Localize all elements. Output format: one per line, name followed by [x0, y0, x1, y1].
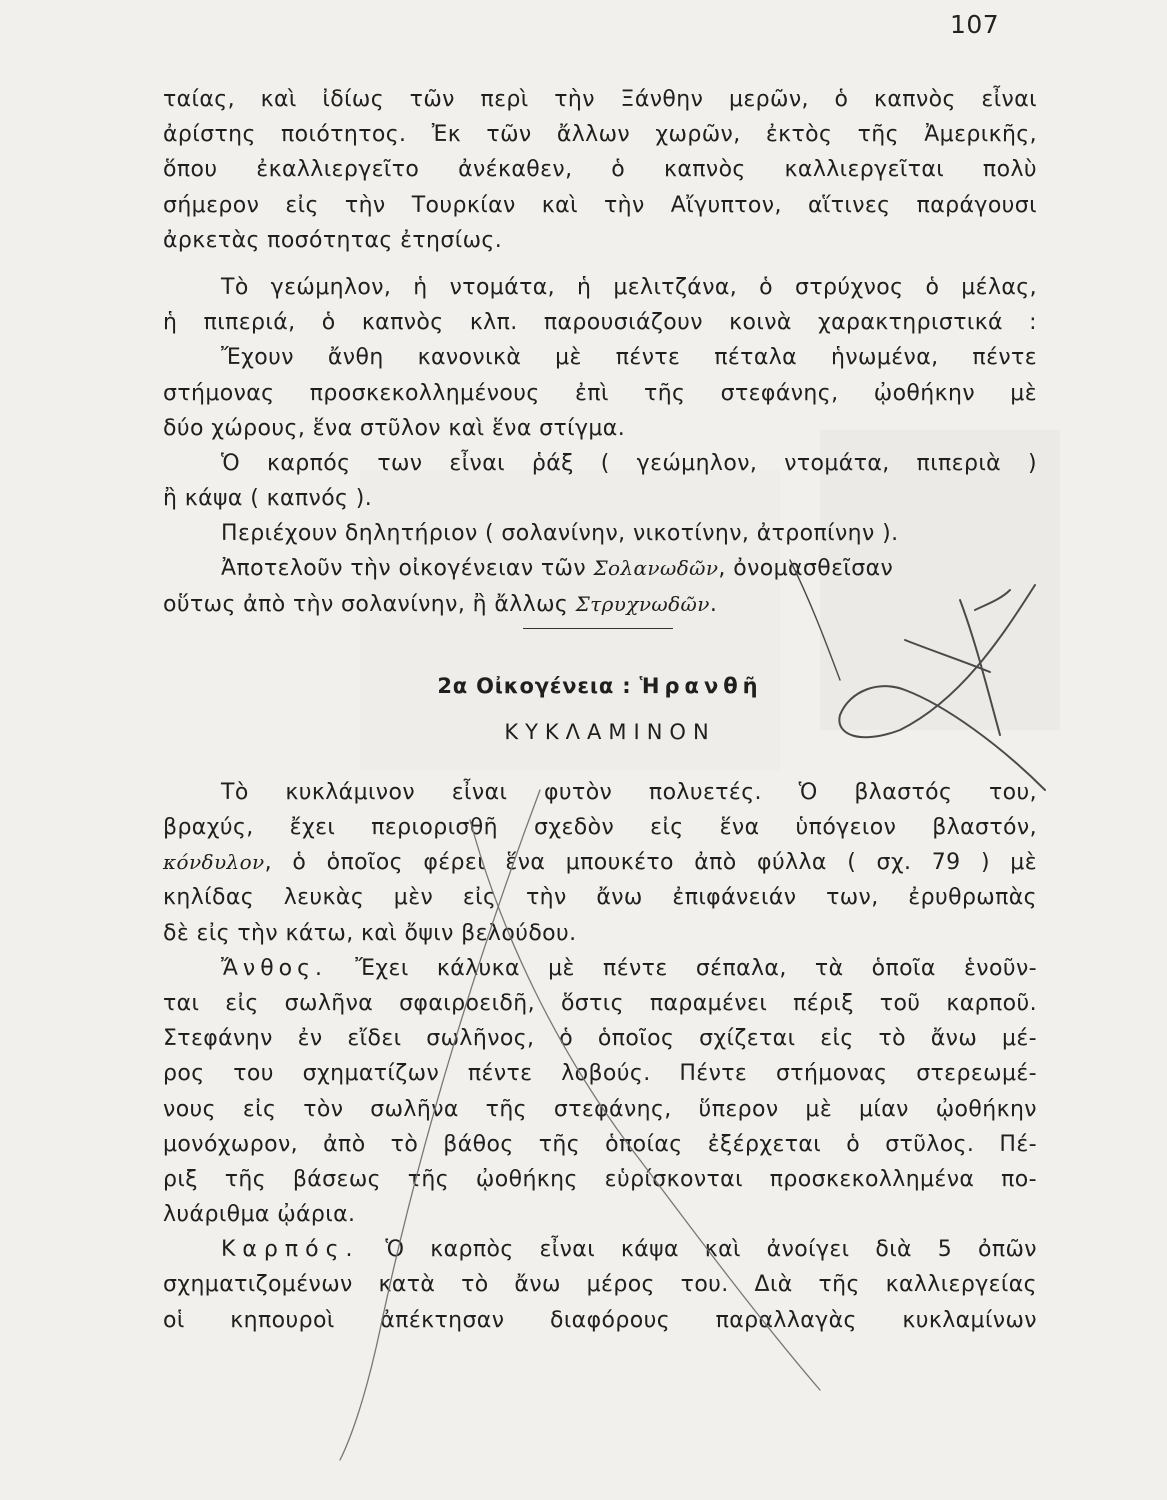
fruit-label: Καρπός. [221, 1237, 360, 1263]
text-span: Ἔχει κάλυκα μὲ πέντε σέπαλα, τὰ ὁποῖα ἑνοῦν- [327, 955, 1037, 981]
text-line: λυάριθμα ᾠάρια. [163, 1202, 356, 1228]
text-span: Ἀποτελοῦν τὴν οἰκογένειαν τῶν [221, 556, 594, 582]
text-line: βραχύς, ἔχει περιορισθῆ σχεδὸν εἰς ἕνα ὑπόγειον βλαστόν, [163, 815, 1037, 840]
text-line [163, 951, 1037, 986]
body-text [163, 82, 1037, 1338]
text-line: ριξ τῆς βάσεως τῆς ᾠοθήκης εὑρίσκονται προσκεκολλημένα πο- [163, 1166, 1037, 1192]
family-name-italic: Σολανωδῶν [593, 556, 719, 581]
text-line: Τὸ κυκλάμινον εἶναι φυτὸν πολυετές. Ὁ βλαστός του, [221, 779, 1037, 805]
text-line: σχηματιζομένων κατὰ τὸ ἄνω μέρος του. Διὰ τῆς καλλιεργείας [163, 1272, 1037, 1298]
text-span: , ὁ ὁποῖος φέρει ἕνα μπουκέτο ἀπὸ φύλλα ( σχ. 79 ) μὲ [264, 850, 1037, 876]
text-line: Στεφάνην ἐν εἴδει σωλῆνος, ὁ ὁποῖος σχίζεται εἰς τὸ ἄνω μέ- [163, 1026, 1037, 1052]
term-italic: κόνδυλον [163, 850, 265, 875]
text-line: Ὁ καρπός των εἶναι ῥάξ ( γεώμηλον, ντομάτα, πιπεριὰ ) [221, 450, 1037, 476]
text-line: ὅπου ἐκαλλιεργεῖτο ἀνέκαθεν, ὁ καπνὸς καλλιεργεῖται πολὺ [163, 157, 1037, 183]
text-line: ταίας, καὶ ἰδίως τῶν περὶ τὴν Ξάνθην μερῶν, ὁ καπνὸς εἶναι [163, 87, 1037, 112]
text-line: ται εἰς σωλῆνα σφαιροειδῆ, ὅστις παραμένει πέριξ τοῦ καρποῦ. [163, 990, 1037, 1016]
text-line: δὲ εἰς τὴν κάτω, καὶ ὄψιν βελούδου. [163, 920, 577, 946]
text-span: , ὀνομασθεῖσαν [718, 556, 894, 582]
text-line [163, 587, 1037, 622]
plant-title: ΚΥΚΛΑΜΙΝΟΝ [504, 719, 716, 744]
heading-number: 2α Οἰκογένεια : [437, 673, 640, 698]
text-line: μονόχωρον, ἀπὸ τὸ βάθος τῆς ὁποίας ἐξέρχεται ὁ στῦλος. Πέ- [163, 1131, 1037, 1157]
text-line: Περιέχουν δηλητήριον ( σολανίνην, νικοτίνην, ἀτροπίνην ). [221, 521, 899, 547]
text-line [163, 845, 1037, 880]
text-line: νους εἰς τὸν σωλῆνα τῆς στεφάνης, ὕπερον μὲ μίαν ᾠοθήκην [163, 1096, 1037, 1122]
text-line: οἱ κηπουροὶ ἀπέκτησαν διαφόρους παραλλαγὰς κυκλαμίνων [163, 1307, 1037, 1333]
text-line: σήμερον εἰς τὴν Τουρκίαν καὶ τὴν Αἴγυπτον, αἵτινες παράγουσι [163, 192, 1037, 218]
text-line: ἀρκετὰς ποσότητας ἐτησίως. [163, 227, 503, 253]
text-line: ρος του σχηματίζων πέντε λοβούς. Πέντε στήμονας στερεωμέ- [163, 1061, 1037, 1087]
text-span: . [709, 591, 718, 617]
text-line: ἀρίστης ποιότητος. Ἐκ τῶν ἄλλων χωρῶν, ἐκτὸς τῆς Ἀμερικῆς, [163, 122, 1037, 148]
text-line [163, 551, 1037, 586]
text-line: στήμονας προσκεκολλημένους ἐπὶ τῆς στεφάνης, ᾠοθήκην μὲ [163, 380, 1037, 406]
text-span: Ὁ καρπὸς εἶναι κάψα καὶ ἀνοίγει διὰ 5 ὀπῶν [359, 1237, 1037, 1263]
text-line: κηλίδας λευκὰς μὲν εἰς τὴν ἄνω ἐπιφάνειάν των, ἐρυθρωπὰς [163, 885, 1037, 911]
section-divider [523, 628, 673, 629]
text-line: Ἔχουν ἄνθη κανονικὰ μὲ πέντε πέταλα ἡνωμένα, πέντε [221, 345, 1037, 371]
text-line: ἢ κάψα ( καπνός ). [163, 486, 373, 512]
text-line: δύο χώρους, ἕνα στῦλον καὶ ἕνα στίγμα. [163, 415, 626, 441]
text-line: ἡ πιπεριά, ὁ καπνὸς κλπ. παρουσιάζουν κοινὰ χαρακτηριστικά : [163, 310, 1037, 336]
text-span: οὕτως ἀπὸ τὴν σολανίνην, ἢ ἄλλως [163, 591, 576, 617]
flower-label: Ἄνθος. [221, 955, 328, 981]
family-alt-name-italic: Στρυχνωδῶν [575, 591, 710, 616]
text-line [163, 1232, 1037, 1267]
text-line: Τὸ γεώμηλον, ἡ ντομάτα, ἡ μελιτζάνα, ὁ στρύχνος ὁ μέλας, [221, 274, 1037, 300]
section-heading [163, 669, 1037, 709]
page-number: 107 [950, 10, 1000, 39]
heading-family-name: Ἡρανθῆ [639, 673, 763, 698]
